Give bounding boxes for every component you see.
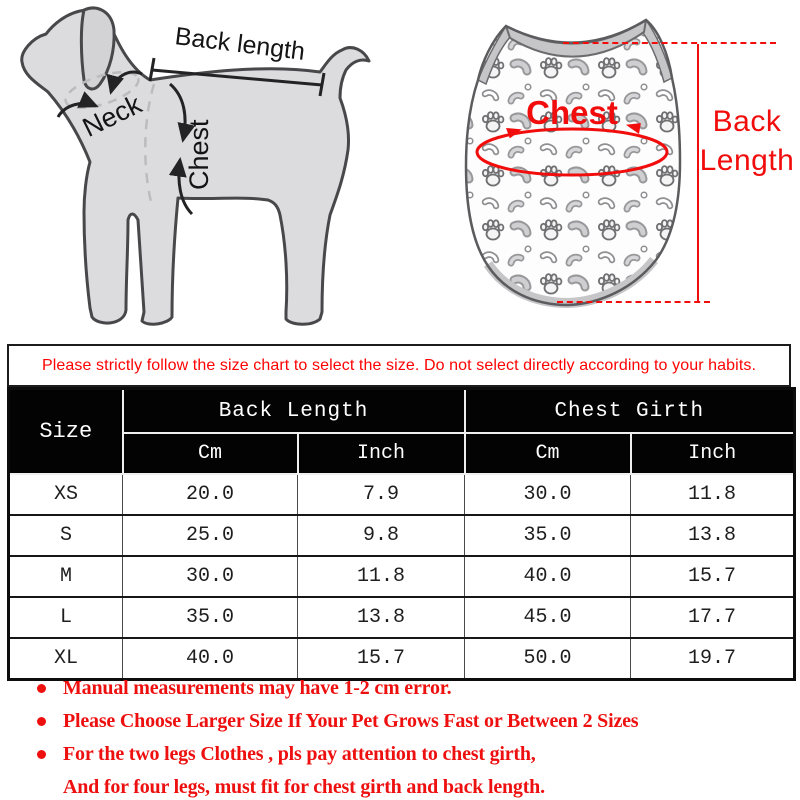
note-text: Manual measurements may have 1-2 cm error. (63, 677, 452, 699)
note-text: And for four legs, must fit for chest girth and back length. (63, 776, 545, 798)
size-value: XS (9, 474, 123, 515)
notice-text: Please strictly follow the size chart to select the size. Do not select directly according to your habits. (41, 356, 757, 374)
chest-cm-value: 50.0 (465, 638, 631, 680)
back-inch-value: 7.9 (298, 474, 465, 515)
chest-inch-value: 19.7 (631, 638, 795, 680)
size-value: L (9, 597, 123, 638)
dog-neck-label: Neck (77, 88, 147, 143)
back-cm-value: 30.0 (123, 556, 298, 597)
note-bullet (37, 717, 46, 726)
back-cm-value: 20.0 (123, 474, 298, 515)
back-length-column-header: Back Length (123, 389, 465, 434)
dog-back-length-label: Back length (173, 22, 307, 66)
size-value: XL (9, 638, 123, 680)
note-item (0, 705, 800, 738)
measurement-diagram (0, 0, 800, 344)
note-bullet (37, 750, 46, 759)
back-length-bottom-dashed-line (557, 301, 710, 303)
table-row (9, 474, 795, 515)
vest-chest-label: Chest (526, 94, 618, 131)
back-inch-value: 9.8 (298, 515, 465, 556)
note-item (0, 672, 800, 705)
chest-girth-column-header: Chest Girth (465, 389, 795, 434)
chest-inch-value: 15.7 (631, 556, 795, 597)
back-cm-value: 40.0 (123, 638, 298, 680)
chest-inch-value: 17.7 (631, 597, 795, 638)
vest-back-length-label: Back Length (699, 105, 795, 177)
note-item (0, 738, 800, 771)
back-length-top-dashed-line (563, 42, 776, 44)
chest-cm-value: 45.0 (465, 597, 631, 638)
note-bullet (37, 684, 46, 693)
table-row (9, 597, 795, 638)
chest-inch-header: Inch (631, 433, 795, 474)
notes-section (0, 672, 800, 800)
back-inch-header: Inch (298, 433, 465, 474)
note-text: For the two legs Clothes , pls pay attention to chest girth, (63, 743, 536, 765)
chest-inch-value: 13.8 (631, 515, 795, 556)
size-table (7, 387, 796, 681)
note-text: Please Choose Larger Size If Your Pet Grows Fast or Between 2 Sizes (63, 710, 639, 732)
back-cm-value: 35.0 (123, 597, 298, 638)
back-inch-value: 11.8 (298, 556, 465, 597)
table-row (9, 556, 795, 597)
chest-cm-value: 35.0 (465, 515, 631, 556)
chest-cm-value: 30.0 (465, 474, 631, 515)
vest-diagram-svg (420, 0, 705, 330)
dog-diagram-svg (2, 0, 394, 344)
back-cm-value: 25.0 (123, 515, 298, 556)
notice-box (7, 344, 791, 387)
back-inch-value: 13.8 (298, 597, 465, 638)
note-item (0, 771, 800, 800)
back-cm-header: Cm (123, 433, 298, 474)
chest-cm-value: 40.0 (465, 556, 631, 597)
size-column-header: Size (9, 389, 123, 475)
dog-chest-label: Chest (184, 119, 214, 190)
back-inch-value: 15.7 (298, 638, 465, 680)
size-value: M (9, 556, 123, 597)
chest-inch-value: 11.8 (631, 474, 795, 515)
chest-cm-header: Cm (465, 433, 631, 474)
size-value: S (9, 515, 123, 556)
table-row (9, 515, 795, 556)
